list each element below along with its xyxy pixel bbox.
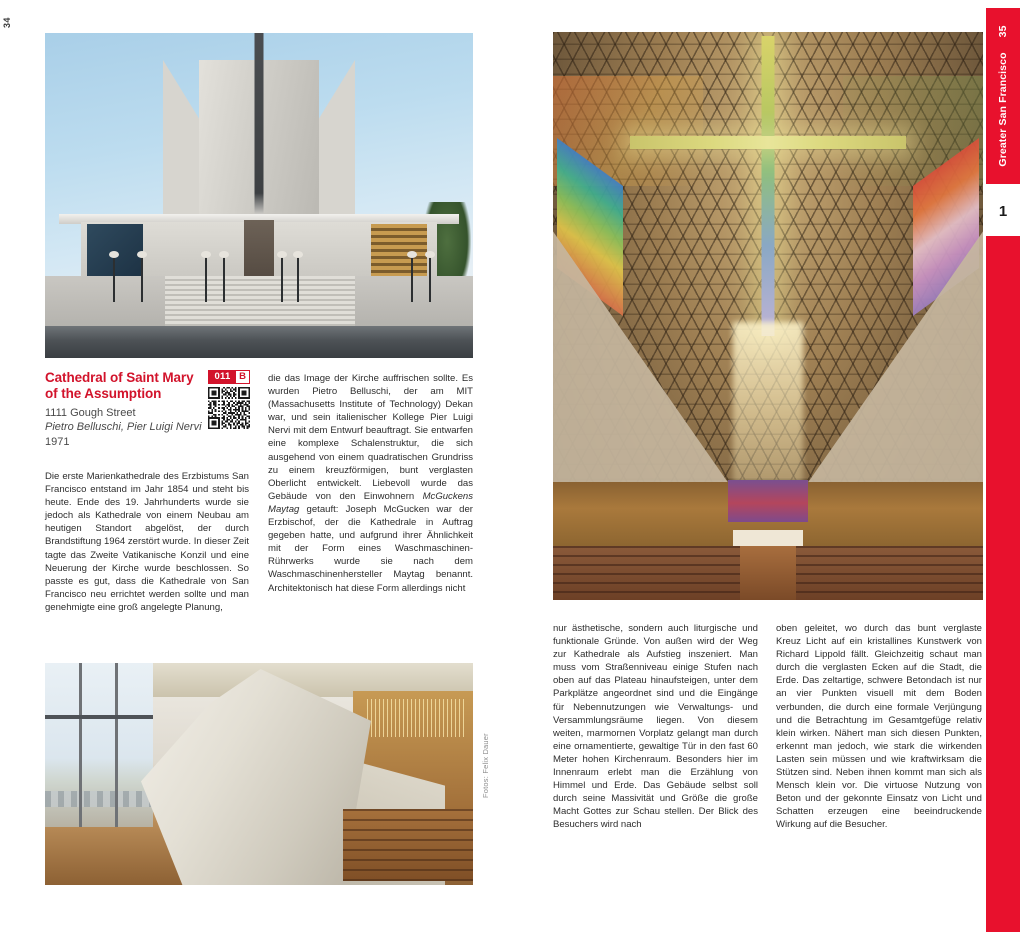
chapter-number-marker: 1 [986,190,1020,232]
entry-title-line-2: of the Assumption [45,386,162,402]
exterior-lamp-post [411,256,413,302]
body-column-left-2 [268,372,473,595]
exterior-glazing-right [371,224,427,276]
nave-transept-skylight [630,136,905,149]
entry-address: 1111 Gough Street [45,406,136,419]
body-column-right-1: nur ästhetische, sondern auch liturgische und funktionale Gründe. Von außen wird der Weg zur Kathedrale als Aufstieg inszeniert. Man muss vom Straßenniveau einige Stufen nach oben auf das Plateau hinaufsteigen, unter dem Parkplätze angeordnet sind und die Eingänge für Nebennutzungen wie Verwaltungs- und Versammlungsräume liegen. Von diesem weiten, marmornen Vorplatz gelangt man durch eine ornamentierte, gewaltige Tür in den fast 60 Meter hohen Kirchenraum. Besonders hier im Innenraum erlebt man die Erzählung von Himmel und Erde. Das Gebäude selbst soll durch seine Massivität und Größe die große Macht Gottes zur Schau stellen. Der Blick des Besuchers wird nach [553,623,758,831]
exterior-lamp-post [281,256,283,302]
nave-reredos [728,480,808,522]
folio-left-page-number: 34 [2,17,12,28]
entry-badge-group [208,370,250,434]
exterior-lamp-post [429,256,431,302]
exterior-lamp-post [223,256,225,302]
body-text-part: getauft: Joseph McGucken war der Erzbischof, der die Kathedrale in Auftrag gegeben hatte, und aufgrund ihrer Ähnlichkeit mit der Form eines Waschmaschinen-Rührwerks wurde sie nach dem Waschmaschinenhersteller Maytag benannt. Architektonisch hat diese Form allerdings nicht [268,503,473,594]
entry-badge-letter: B [236,371,249,383]
chapter-thumb-tab-label [997,25,1009,166]
exterior-lamp-post [141,256,143,302]
body-text-part: die das Image der Kirche auffrischen sollte. Es wurden Pietro Belluschi, der am MIT (Massachusetts Institute of Technology) Dekan war, und sein italienischer Kollege Pier Luigi Nervi mit dem Entwurf beauftragt. Sie entwarfen eine komplexe Schalenstruktur, die sich ausgehend von einem quadratischen Grundriss zu einem kreuzförmigen, bunt verglasten Oberlicht entwickelt. Liebevoll wurde das Gebäude von den Einwohnern [268,373,473,502]
photo-credit: Fotos: Felix Dauer [481,733,490,798]
narthex-mullion [79,663,82,827]
nave-altar [733,530,803,546]
entry-architect: Pietro Belluschi, Pier Luigi Nervi [45,421,202,434]
exterior-central-fin [255,33,264,216]
exterior-glazing-left [87,224,143,276]
entry-badge-number: 011 [214,371,231,382]
nave-vault-right [793,174,983,504]
entry-title-line-1: Cathedral of Saint Mary [45,370,194,385]
chapter-thumb-tab-lower [986,236,1020,932]
chapter-tab-title: Greater San Francisco [997,52,1009,167]
exterior-street [45,326,473,358]
body-text-italic-nickname: McGuckens Maytag [268,490,473,515]
body-column-right-2: oben geleitet, wo durch das bunt verglaste Kreuz Licht auf ein kristallines Kunstwerk von Richard Lippold fällt. Gleichzeitig schaut man durch die verglasten Ecken auf die Stadt, die Erde. Das zeltartige, schwere Betondach ist nur an vier Punkten visuell mit dem Boden verbunden, die durch eine formale Verjüngung und die Betrachtung im Gesamtgefüge relativ klein wirken. Nähert man sich diesen Punkten, erkennt man jedoch, wie stark die wirkenden Lasten sein müssen und wie kraftwirksam die Stützen sind. Neben ihnen kommt man sich als Mensch klein vor. Die virtuose Nutzung von Beton und der gekonnte Einsatz von Licht und Schatten erzeugen eine beeindruckende Wirkung auf die Besucher. [776,623,982,831]
exterior-main-door [244,220,274,278]
cathedral-narthex-photo [45,663,473,885]
narthex-mullion [115,663,118,827]
chapter-thumb-tab [986,8,1020,184]
narthex-pews [343,809,473,881]
cathedral-nave-interior-photo [553,32,983,600]
entry-year: 1971 [45,435,70,448]
cathedral-exterior-photo [45,33,473,358]
exterior-lamp-post [205,256,207,302]
qr-code-icon[interactable] [208,387,250,429]
entry-index-badge [208,370,250,384]
narthex-city-skyline [45,791,153,807]
nave-central-aisle [740,546,796,600]
exterior-lamp-post [297,256,299,302]
body-column-left-1: Die erste Marienkathedrale des Erzbistums San Francisco entstand im Jahr 1854 und steht bis heute. Ende des 19. Jahrhunderts wurde sie jedoch als Kathedrale von einem Neubau am heutigen Standort abgelöst, der durch Brandstiftung 1964 zerstört wurde. In dieser Zeit tagte das Zweite Vatikanische Konzil und eine Neuerung der Kirche wurde beschlossen. So passte es gut, dass die Kathedrale von San Francisco neu errichtet werden sollte und man genehmigte eine groß angelegte Planung, [45,471,249,613]
nave-cruciform-skylight [762,36,775,336]
narthex-transom [45,715,153,719]
exterior-stairs [165,276,355,328]
exterior-lamp-post [113,256,115,302]
folio-right-page-number: 35 [997,25,1009,38]
narthex-baldachin [367,699,467,737]
nave-vault-left [553,174,743,504]
